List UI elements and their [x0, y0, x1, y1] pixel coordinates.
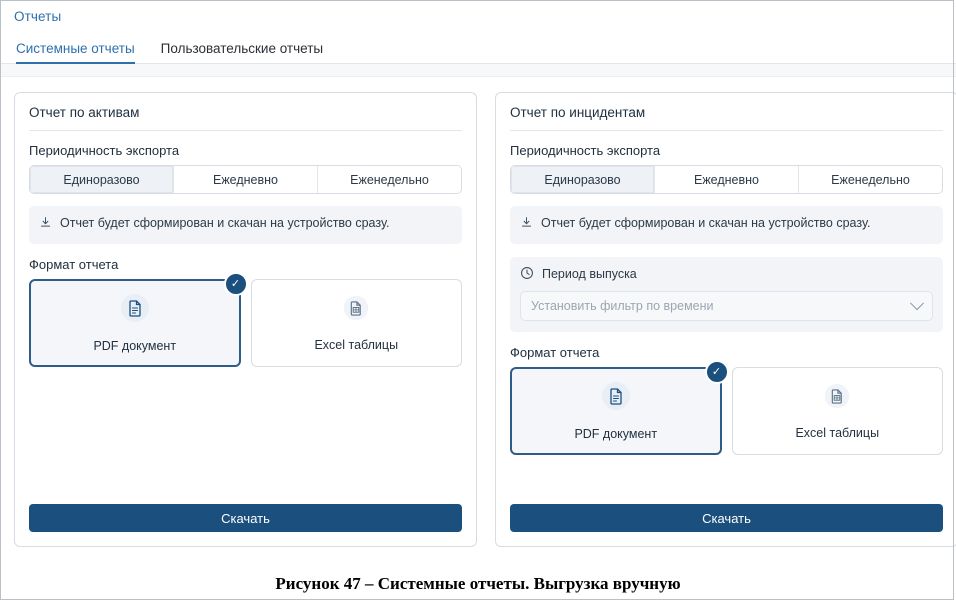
format-tiles: [29, 279, 462, 367]
periodicity-segmented-control[interactable]: [29, 165, 462, 194]
card-title: Отчет по активам: [29, 105, 462, 131]
period-filter-header: [520, 266, 933, 283]
asset-report-card: [14, 92, 477, 547]
excel-file-icon: [341, 293, 371, 328]
format-tile-pdf[interactable]: [510, 367, 722, 455]
tab-strip-spacer: [0, 64, 956, 77]
clock-icon: [520, 266, 534, 283]
format-tile-pdf[interactable]: [29, 279, 241, 367]
periodicity-option-daily[interactable]: Ежедневно: [655, 166, 799, 193]
periodicity-option-weekly[interactable]: Еженедельно: [318, 166, 461, 193]
download-icon: [39, 216, 52, 234]
format-label: Формат отчета: [29, 256, 119, 272]
download-icon: [520, 216, 533, 234]
format-tiles: [510, 367, 943, 455]
period-filter-block: [510, 257, 943, 332]
pdf-file-icon: [600, 380, 632, 417]
periodicity-label: Периодичность экспорта: [29, 143, 180, 158]
period-filter-title: Период выпуска: [542, 267, 637, 282]
page-title: Отчеты: [14, 9, 62, 24]
periodicity-option-weekly[interactable]: Еженедельно: [799, 166, 942, 193]
period-filter-placeholder: Установить фильтр по времени: [531, 298, 714, 313]
check-icon: ✓: [705, 360, 729, 384]
tab-bar: [0, 32, 956, 64]
format-tile-excel[interactable]: [732, 367, 944, 455]
periodicity-option-daily[interactable]: Ежедневно: [174, 166, 318, 193]
card-title: Отчет по инцидентам: [510, 105, 943, 131]
periodicity-option-once[interactable]: Единоразово: [30, 166, 174, 193]
format-label: Формат отчета: [510, 344, 600, 360]
format-tile-pdf-label: PDF документ: [574, 427, 658, 442]
tab-system-reports[interactable]: Системные отчеты: [16, 41, 135, 63]
chevron-down-icon: [910, 296, 924, 310]
period-filter-select[interactable]: [520, 291, 933, 321]
format-tile-excel[interactable]: [251, 279, 463, 367]
download-button[interactable]: Скачать: [510, 504, 943, 532]
download-button[interactable]: Скачать: [29, 504, 462, 532]
info-note-text: Отчет будет сформирован и скачан на устройство сразу.: [541, 216, 871, 230]
info-note: [510, 206, 943, 244]
cards-container: [0, 77, 956, 547]
format-tile-pdf-label: PDF документ: [93, 339, 177, 354]
periodicity-segmented-control[interactable]: [510, 165, 943, 194]
periodicity-label: Периодичность экспорта: [510, 143, 661, 158]
format-tile-excel-label: Excel таблицы: [795, 426, 880, 441]
figure-caption: Рисунок 47 – Системные отчеты. Выгрузка вручную: [275, 574, 681, 593]
periodicity-option-once[interactable]: Единоразово: [511, 166, 655, 193]
pdf-file-icon: [119, 292, 151, 329]
info-note: [29, 206, 462, 244]
format-tile-excel-label: Excel таблицы: [314, 338, 399, 353]
check-icon: ✓: [224, 272, 248, 296]
tab-custom-reports[interactable]: Пользовательские отчеты: [160, 41, 324, 56]
incident-report-card: [495, 92, 956, 547]
excel-file-icon: [822, 381, 852, 416]
info-note-text: Отчет будет сформирован и скачан на устройство сразу.: [60, 216, 390, 230]
